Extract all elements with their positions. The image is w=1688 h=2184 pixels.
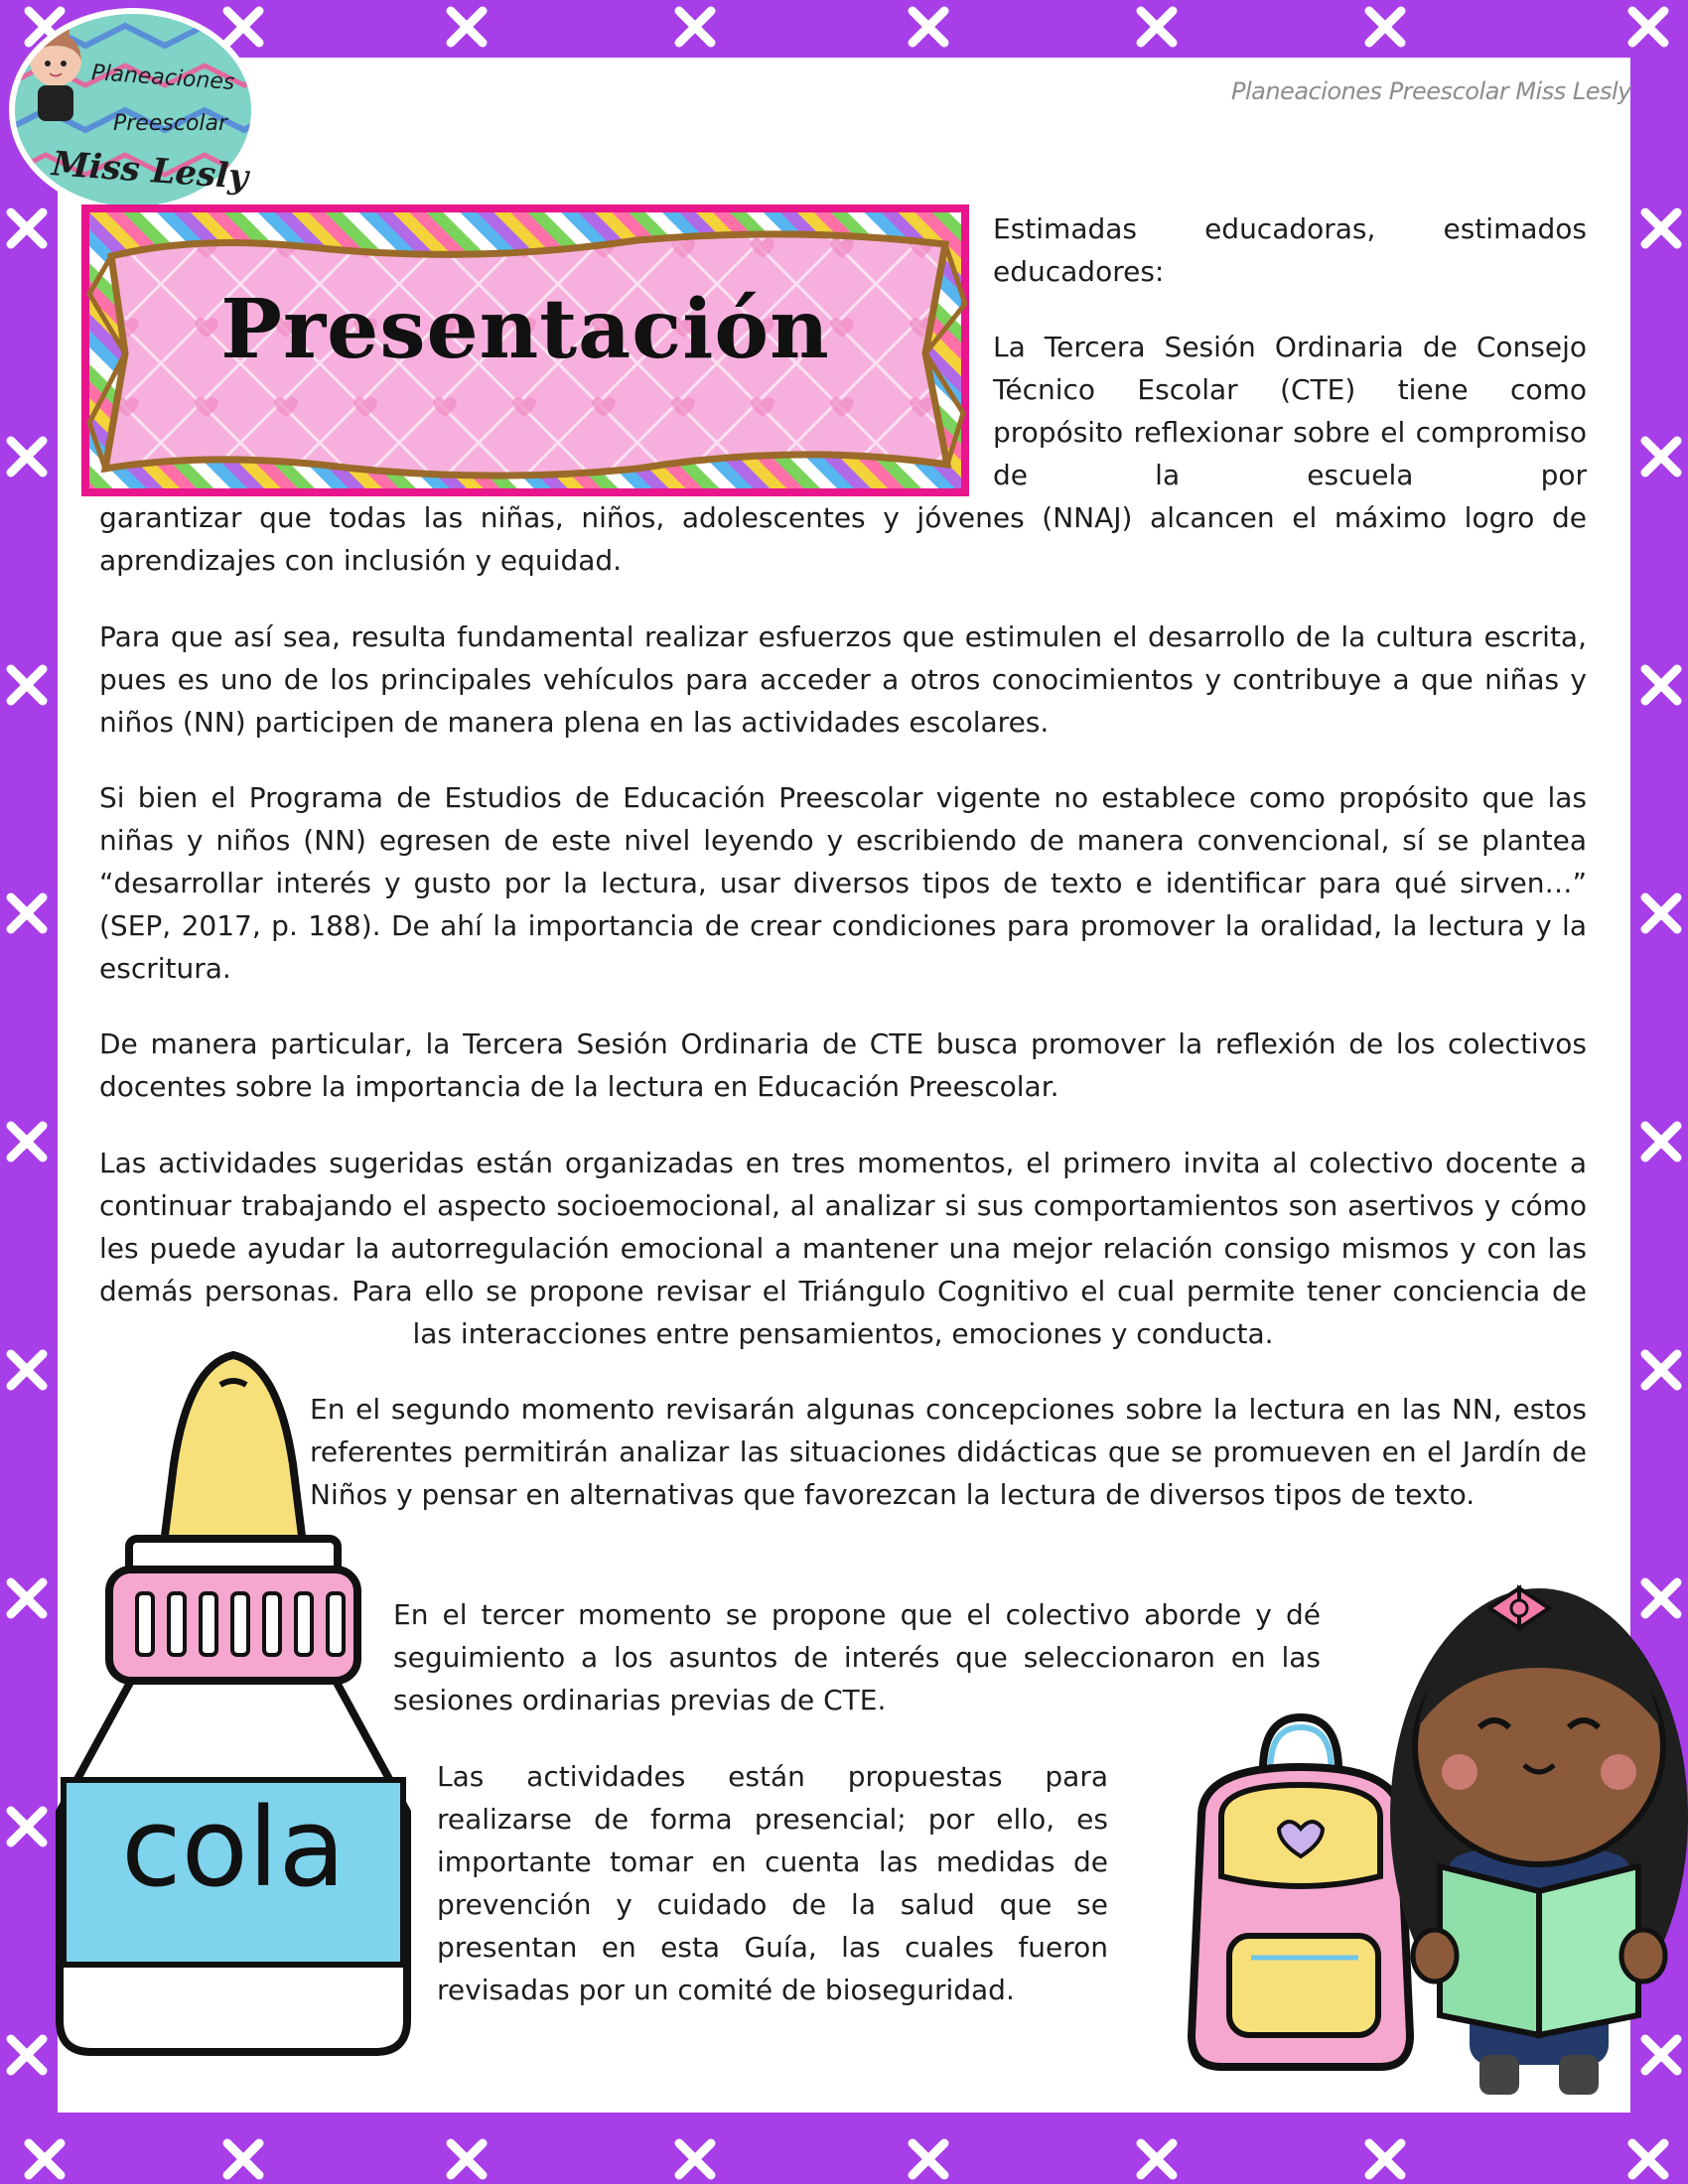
- x-decoration-icon: [1359, 1, 1411, 53]
- x-decoration-icon: [903, 1, 954, 53]
- paragraph-4: De manera particular, la Tercera Sesión Ordinaria de CTE busca promover la reflexión de los colectivos docentes sobre la importancia de la lectura en Educación Preescolar.: [99, 1027, 1587, 1103]
- x-decoration-icon: [19, 2133, 70, 2184]
- greeting: Estimadas educadoras, estimados educadores:: [993, 212, 1587, 288]
- paragraph-5: Las actividades sugeridas están organizadas en tres momentos, el primero invita al colectivo docente a continuar trabajando el aspecto socioemocional, al analizar si sus comportamientos son asertivos y cómo les puede ayudar la autorregulación emocional a mantener una mejor relación consigo mismos y con las demás personas. Para ello se propone revisar el Triángulo Cognitivo el cual permite tener conciencia de las interacciones entre pensamientos, emociones y conducta.: [99, 1147, 1587, 1350]
- backpack-icon: [1192, 1717, 1410, 2067]
- glue-bottle-illustration: [40, 1345, 427, 2060]
- paragraph-3: Si bien el Programa de Estudios de Educación Preescolar vigente no establece como propósito que las niñas y niños (NN) egresen de este nivel leyendo y escribiendo de manera convencional, sí se plantea “desarrollar interés y gusto por la lectura, usar diversos tipos de texto e identificar para qué sirven…” (SEP, 2017, p. 188). De ahí la importancia de crear condiciones para promover la oralidad, la lectura y la escritura.: [99, 781, 1587, 985]
- x-decoration-icon: [1131, 1, 1183, 53]
- logo-text-3: Miss Lesly: [50, 144, 250, 198]
- x-decoration-icon: [1, 659, 53, 711]
- logo: [6, 6, 260, 214]
- x-decoration-icon: [217, 2133, 269, 2184]
- x-decoration-icon: [1359, 2133, 1411, 2184]
- x-decoration-icon: [1, 431, 53, 482]
- girl-reading-illustration: [1142, 1519, 1688, 2105]
- x-decoration-icon: [441, 2133, 492, 2184]
- x-decoration-icon: [1635, 1344, 1687, 1396]
- x-decoration-icon: [903, 2133, 954, 2184]
- x-decoration-icon: [1635, 1116, 1687, 1167]
- paragraph-2: Para que así sea, resulta fundamental realizar esfuerzos que estimulen el desarrollo de la cultura escrita, pues es uno de los principales vehículos para acceder a otros conocimientos y contribuye a que niñas y niños (NN) participen de manera plena en las actividades escolares.: [99, 620, 1587, 739]
- x-decoration-icon: [1622, 2133, 1674, 2184]
- girl-icon: [1390, 1588, 1688, 2095]
- paragraph-1-bottom: garantizar que todas las niñas, niños, adolescentes y jóvenes (NNAJ) alcancen el máximo logro de aprendizajes con inclusión y equidad.: [99, 501, 1587, 577]
- x-decoration-icon: [441, 1, 492, 53]
- x-decoration-icon: [1131, 2133, 1183, 2184]
- x-decoration-icon: [1, 1116, 53, 1167]
- title-banner: [81, 205, 969, 496]
- x-decoration-icon: [1, 887, 53, 939]
- girl-art: [1142, 1519, 1688, 2105]
- paragraph-1-top: La Tercera Sesión Ordinaria de Consejo Técnico Escolar (CTE) tiene como propósito reflexionar sobre el compromiso de la escuela por: [993, 331, 1587, 491]
- header-watermark: Planeaciones Preescolar Miss Lesly: [1231, 77, 1631, 105]
- paragraph-7: En el tercer momento se propone que el colectivo aborde y dé seguimiento a los asuntos de interés que seleccionaron en las sesiones ordinarias previas de CTE.: [393, 1598, 1321, 1716]
- x-decoration-icon: [1635, 659, 1687, 711]
- logo-text-2: Preescolar: [113, 111, 228, 136]
- x-decoration-icon: [669, 2133, 721, 2184]
- paragraph-6: En el segundo momento revisarán algunas concepciones sobre la lectura en las NN, estos referentes permitirán analizar las situaciones didácticas que se promueven en el Jardín de Niños y pensar en alternativas que favorezcan la lectura de diversos tipos de texto.: [310, 1393, 1587, 1511]
- x-decoration-icon: [1635, 203, 1687, 254]
- logo-text-1: Planeaciones: [90, 60, 236, 96]
- paragraph-8: Las actividades están propuestas para realizarse de forma presencial; por ello, es importante tomar en cuenta las medidas de prevención y cuidado de la salud que se presentan en esta Guía, las cuales fueron revisadas por un comité de bioseguridad.: [437, 1760, 1108, 2006]
- x-decoration-icon: [1622, 1, 1674, 53]
- x-decoration-icon: [669, 1, 721, 53]
- x-decoration-icon: [1635, 887, 1687, 939]
- glue-bottle-art: [40, 1345, 427, 2060]
- banner-title: Presentación: [220, 282, 830, 377]
- glue-label: cola: [121, 1784, 346, 1911]
- x-decoration-icon: [1635, 431, 1687, 482]
